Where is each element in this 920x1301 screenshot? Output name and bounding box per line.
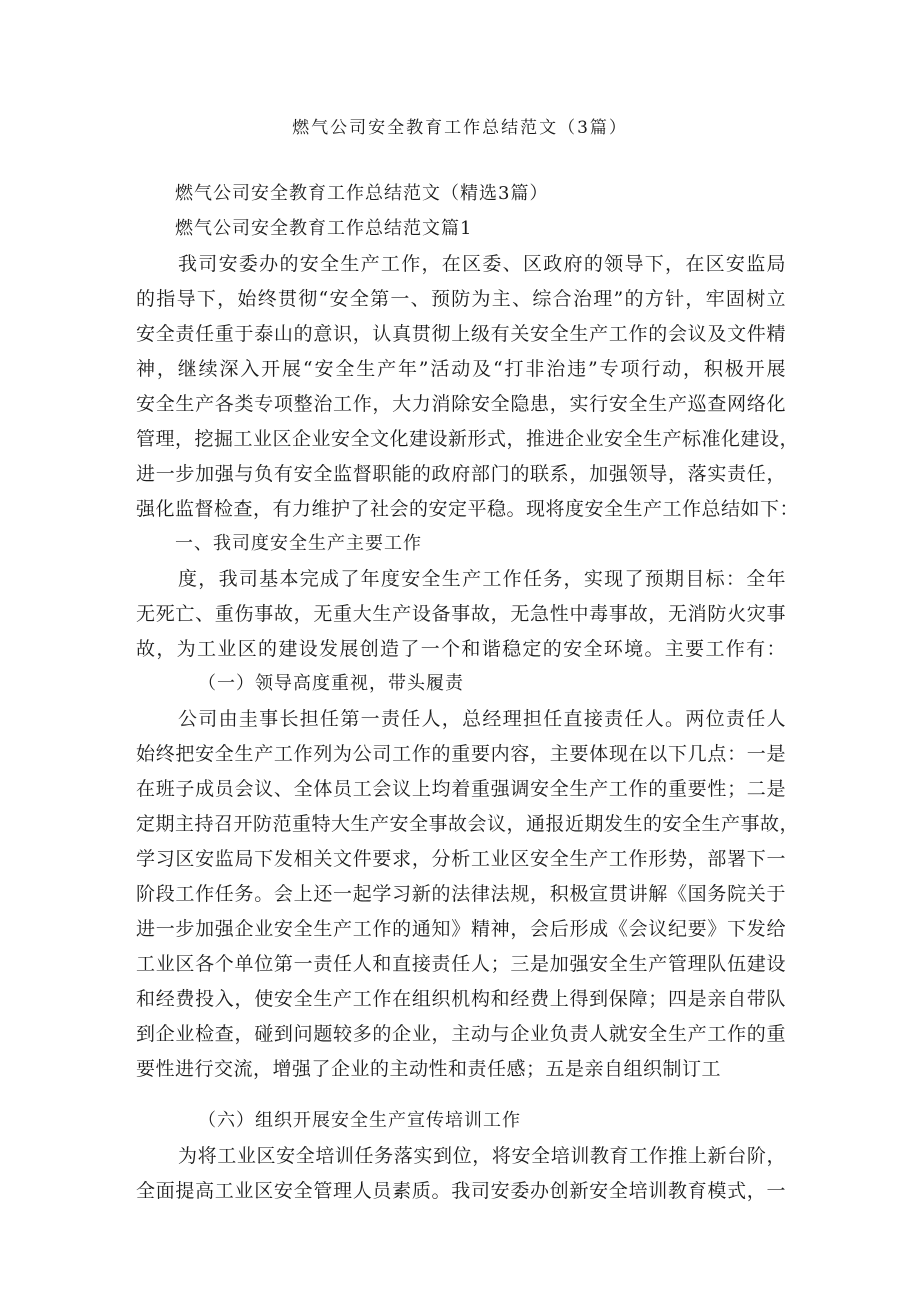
paragraph-line: 的指导下，始终贯彻“安全第一、预防为主、综合治理”的方针，牢固树立 bbox=[136, 288, 786, 310]
paragraph-line: 故，为工业区的建设发展创造了一个和谐稳定的安全环境。主要工作有： bbox=[136, 638, 786, 660]
paragraph-line: 进一步加强企业安全生产工作的通知》精神，会后形成《会议纪要》下发给 bbox=[136, 918, 786, 940]
paragraph-line: 管理，挖掘工业区企业安全文化建设新形式，推进企业安全生产标准化建设， bbox=[136, 428, 800, 450]
paragraph-line: 进一步加强与负有安全监督职能的政府部门的联系，加强领导，落实责任， bbox=[136, 463, 786, 485]
paragraph-line: 安全生产各类专项整治工作，大力消除安全隐患，实行安全生产巡查网络化 bbox=[136, 393, 786, 415]
paragraph-line: 学习区安监局下发相关文件要求，分析工业区安全生产工作形势，部署下一 bbox=[136, 848, 786, 870]
paragraph-line: 要性进行交流，增强了企业的主动性和责任感；五是亲自组织制订工 bbox=[136, 1058, 722, 1080]
paragraph-line: 阶段工作任务。会上还一起学习新的法律法规，积极宣贯讲解《国务院关于 bbox=[136, 883, 786, 905]
heading-main-work: 一、我司度安全生产主要工作 bbox=[175, 533, 422, 554]
paragraph-line: 定期主持召开防范重特大生产安全事故会议，通报近期发生的安全生产事故， bbox=[136, 813, 800, 835]
paragraph-line: 始终把安全生产工作列为公司工作的重要内容，主要体现在以下几点：一是 bbox=[136, 743, 786, 765]
paragraph-line: 安全责任重于泰山的意识，认真贯彻上级有关安全生产工作的会议及文件精 bbox=[136, 323, 786, 345]
paragraph-line: 为将工业区安全培训任务落实到位，将安全培训教育工作推上新台阶， bbox=[178, 1145, 786, 1167]
paragraph-line: 度，我司基本完成了年度安全生产工作任务，实现了预期目标：全年 bbox=[178, 568, 786, 590]
paragraph-line: 工业区各个单位第一责任人和直接责任人；三是加强安全生产管理队伍建设 bbox=[136, 953, 786, 975]
heading-leadership: （一）领导高度重视，带头履责 bbox=[198, 673, 464, 694]
paragraph-line: 强化监督检查，有力维护了社会的安定平稳。现将度安全生产工作总结如下： bbox=[136, 498, 800, 520]
document-title: 燃气公司安全教育工作总结范文（3篇） bbox=[292, 118, 628, 138]
paragraph-line: 公司由圭事长担任第一责任人，总经理担任直接责任人。两位责任人 bbox=[178, 708, 786, 730]
heading-training: （六）组织开展安全生产宣传培训工作 bbox=[198, 1110, 521, 1131]
paragraph-line: 全面提高工业区安全管理人员素质。我司安委办创新安全培训教育模式，一 bbox=[136, 1180, 786, 1202]
paragraph-line: 和经费投入，使安全生产工作在组织机构和经费上得到保障；四是亲自带队 bbox=[136, 988, 786, 1010]
document-subtitle: 燃气公司安全教育工作总结范文（精选3篇） bbox=[175, 183, 549, 204]
paragraph-line: 在班子成员会议、全体员工会议上均着重强调安全生产工作的重要性；二是 bbox=[136, 778, 786, 800]
paragraph-line: 到企业检查，碰到问题较多的企业，主动与企业负责人就安全生产工作的重 bbox=[136, 1023, 786, 1045]
paragraph-line: 无死亡、重伤事故，无重大生产设备事故，无急性中毒事故，无消防火灾事 bbox=[136, 603, 786, 625]
section-title: 燃气公司安全教育工作总结范文篇1 bbox=[175, 218, 473, 239]
paragraph-line: 我司安委办的安全生产工作，在区委、区政府的领导下，在区安监局 bbox=[178, 253, 786, 275]
paragraph-line: 神，继续深入开展“安全生产年”活动及“打非治违”专项行动，积极开展 bbox=[136, 358, 786, 380]
